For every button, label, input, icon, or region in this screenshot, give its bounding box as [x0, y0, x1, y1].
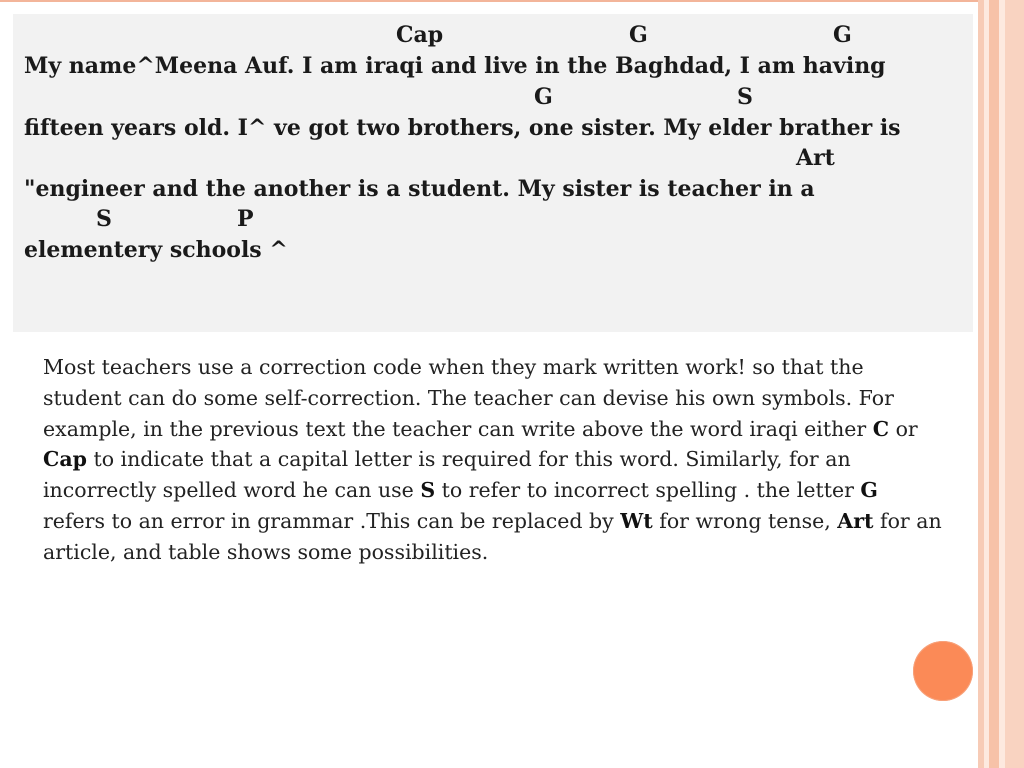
decorative-circle: [913, 641, 973, 701]
correction-code: G: [534, 84, 553, 110]
correction-code: S: [96, 206, 112, 232]
sample-line-3: "engineer and the another is a student. My sister is teacher in a: [24, 176, 815, 202]
code-term: C: [872, 416, 890, 441]
code-term: Art: [837, 508, 874, 533]
code-term: S: [420, 478, 436, 503]
top-rule: [0, 0, 978, 2]
paragraph-text: for wrong tense,: [652, 508, 838, 533]
paragraph-text: or: [889, 416, 918, 441]
correction-code: G: [629, 22, 648, 48]
sample-line-4: elementery schools ^: [24, 237, 288, 263]
correction-code: Art: [796, 145, 835, 171]
marked-sample-text-panel: [13, 14, 973, 332]
code-term: Wt: [620, 508, 653, 533]
paragraph-text: Most teachers use a correction code when they mark written work! so that the student can do some self-correction. The teacher can devise his own symbols. For example, in the previous text the teacher can write above the word iraqi either: [43, 355, 894, 441]
paragraph-text: to refer to incorrect spelling . the letter: [435, 478, 861, 503]
decorative-stripe: [1005, 0, 1024, 768]
correction-code: P: [237, 206, 254, 232]
code-term: Cap: [43, 447, 87, 472]
correction-code: G: [833, 22, 852, 48]
paragraph-text: to indicate that a capital letter is required for this word. Similarly, for an incorrectly spelled word he can use: [43, 447, 851, 503]
decorative-stripe: [989, 0, 999, 768]
correction-code: Cap: [396, 22, 444, 48]
explanation-paragraph: [43, 352, 943, 568]
sample-line-1: My name^Meena Auf. I am iraqi and live in the Baghdad, I am having: [24, 53, 886, 79]
sample-line-2: fifteen years old. I^ ve got two brothers, one sister. My elder brather is: [24, 115, 901, 141]
paragraph-text: for an article, and table shows some possibilities.: [43, 508, 942, 564]
paragraph-text: refers to an error in grammar .This can be replaced by: [43, 508, 621, 533]
correction-code: S: [737, 84, 753, 110]
code-term: G: [860, 478, 878, 503]
